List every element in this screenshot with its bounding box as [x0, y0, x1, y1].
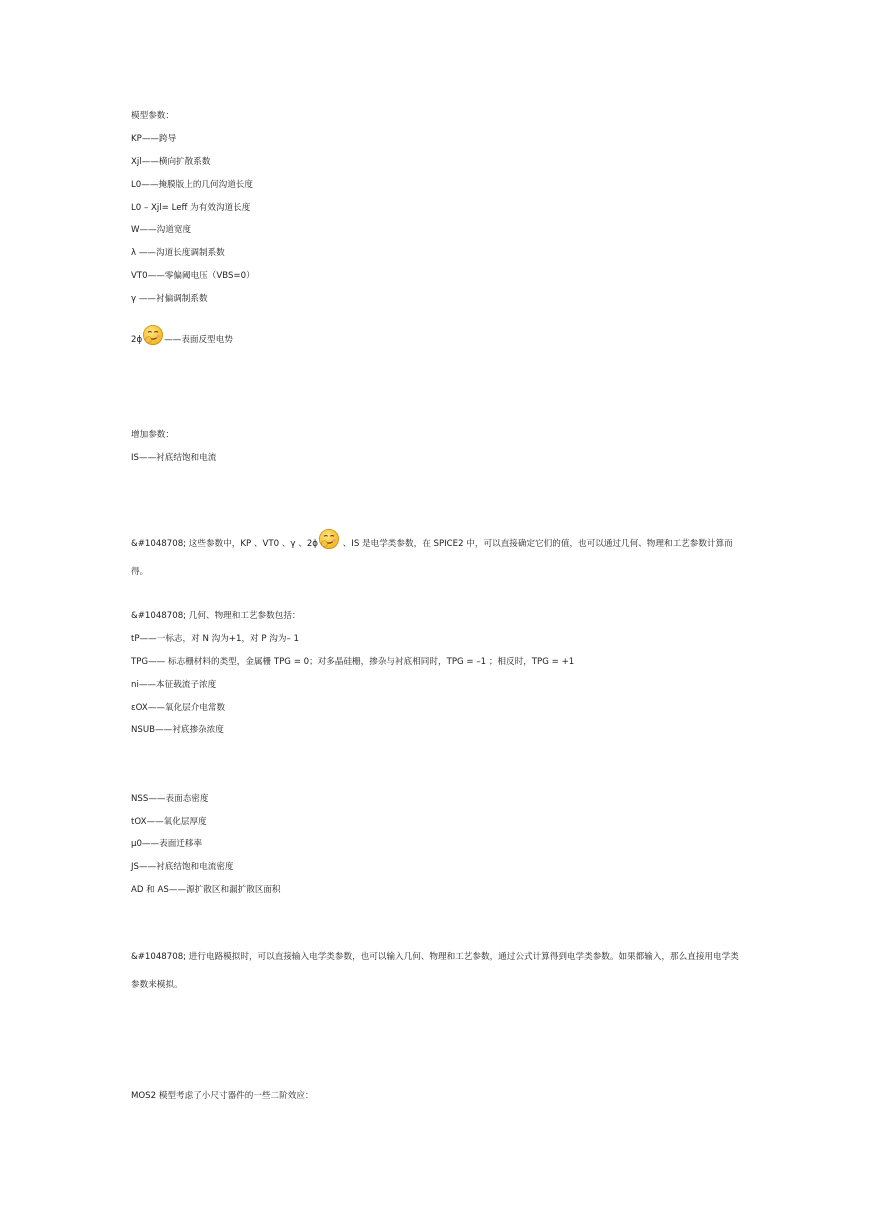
- param-tox: tOX——氧化层厚度: [131, 817, 207, 827]
- model-params-heading: 模型参数：: [131, 111, 174, 121]
- param-js: JS——衬底结饱和电流密度: [131, 862, 234, 872]
- param-nss: NSS——表面态密度: [131, 794, 209, 804]
- extra-params-heading: 增加参数：: [131, 430, 174, 440]
- param-leff: L0 – Xjl= Leff 为有效沟道长度: [131, 203, 251, 213]
- param-ad-as: AD 和 AS——源扩散区和漏扩散区面积: [131, 885, 281, 895]
- param-w: W——沟道宽度: [131, 225, 192, 235]
- param-2phi-suffix: ——表面反型电势: [164, 335, 233, 345]
- paragraph-electrical-params-end: 、IS 是电学类参数，在 SPICE2 中，可以直接确定它们的值，也可以通过几何、物理和工艺参数计算而得。: [131, 539, 733, 577]
- paragraph-simulation: &#1048708; 进行电路模拟时，可以直接输入电学类参数，也可以输入几何、物理和工艺参数，通过公式计算得到电学类参数。如果都输入，那么直接用电学类参数来模拟。: [131, 952, 739, 990]
- emoji-icon: [142, 324, 164, 346]
- param-tpg: TPG—— 标志栅材料的类型，金属栅 TPG = 0；对多晶硅栅，掺杂与衬底相同时，TPG = –1 ；相反时，TPG = +1: [131, 657, 575, 667]
- param-xjl: Xjl——横向扩散系数: [131, 157, 211, 167]
- param-2phi: [131, 324, 233, 352]
- param-mu0: μ0——表面迁移率: [131, 839, 203, 849]
- param-lambda: λ ——沟道长度调制系数: [131, 248, 225, 258]
- param-2phi-prefix: 2ϕ: [131, 335, 143, 345]
- mos2-heading: MOS2 模型考虑了小尺寸器件的一些二阶效应：: [131, 1091, 314, 1101]
- param-gamma: γ ——衬偏调制系数: [131, 294, 208, 304]
- param-kp: KP——跨导: [131, 134, 177, 144]
- param-nsub: NSUB——衬底掺杂浓度: [131, 725, 224, 735]
- param-vt0: VT0——零偏阈电压（VBS=0）: [131, 271, 255, 281]
- param-eox: εOX——氧化层介电常数: [131, 703, 226, 713]
- geo-params-heading: &#1048708; 几何、物理和工艺参数包括：: [131, 611, 301, 621]
- param-is: IS——衬底结饱和电流: [131, 453, 217, 463]
- param-tp: tP——一标志，对 N 沟为+1，对 P 沟为– 1: [131, 634, 299, 644]
- param-l0: L0——掩膜版上的几何沟道长度: [131, 180, 253, 190]
- paragraph-electrical-params-start: &#1048708; 这些参数中，KP 、VT0 、γ 、2ϕ: [131, 539, 318, 549]
- param-ni: ni——本征载流子浓度: [131, 680, 217, 690]
- emoji-icon: [318, 528, 340, 550]
- paragraph-electrical-params: [131, 528, 741, 586]
